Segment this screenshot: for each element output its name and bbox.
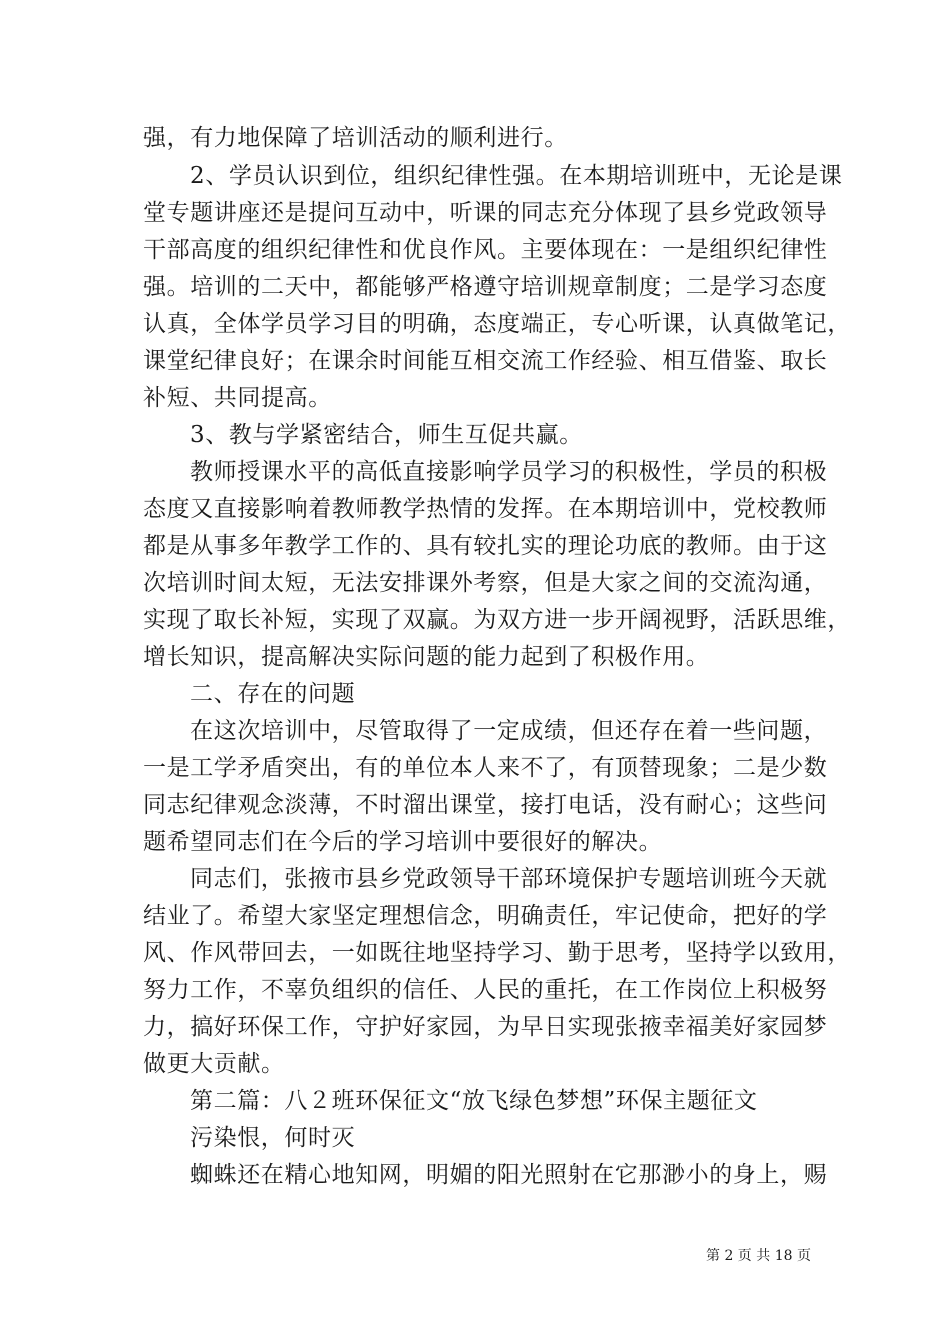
text-line: 同志们，张掖市县乡党政领导干部环境保护专题培训班今天就 <box>190 866 828 892</box>
text-line: 一是工学矛盾突出，有的单位本人来不了，有顶替现象；二是少数 <box>143 755 828 781</box>
text-line: 力，搞好环保工作，守护好家园，为早日实现张掖幸福美好家园梦 <box>143 1014 828 1040</box>
text-line: 努力工作，不辜负组织的信任、人民的重托，在工作岗位上积极努 <box>143 977 828 1003</box>
text-line: 风、作风带回去，一如既往地坚持学习、勤于思考，坚持学以致用， <box>143 940 851 966</box>
text-line: 态度又直接影响着教师教学热情的发挥。在本期培训中，党校教师 <box>143 496 828 522</box>
text-line: 做更大贡献。 <box>143 1051 285 1077</box>
section-heading: 二、存在的问题 <box>190 681 356 707</box>
text-line: 在这次培训中，尽管取得了一定成绩，但还存在着一些问题， <box>190 718 828 744</box>
text-line: 强。培训的二天中，都能够严格遵守培训规章制度；二是学习态度 <box>143 274 828 300</box>
text-line: 堂专题讲座还是提问互动中，听课的同志充分体现了县乡党政领导 <box>143 200 828 226</box>
text-line: 结业了。希望大家坚定理想信念，明确责任，牢记使命，把好的学 <box>143 903 828 929</box>
text-line: 蜘蛛还在精心地知网，明媚的阳光照射在它那渺小的身上，赐 <box>190 1162 828 1188</box>
text-line: 认真，全体学员学习目的明确，态度端正，专心听课，认真做笔记， <box>143 311 851 337</box>
essay-title: 污染恨，何时灭 <box>190 1125 356 1151</box>
text-line: 补短、共同提高。 <box>143 385 332 411</box>
text-line: 3、教与学紧密结合，师生互促共赢。 <box>190 422 583 448</box>
text-line: 都是从事多年教学工作的、具有较扎实的理论功底的教师。由于这 <box>143 533 828 559</box>
text-line: 课堂纪律良好；在课余时间能互相交流工作经验、相互借鉴、取长 <box>143 348 828 374</box>
text-line: 干部高度的组织纪律性和优良作风。主要体现在：一是组织纪律性 <box>143 237 828 263</box>
text-line: 2、学员认识到位，组织纪律性强。在本期培训班中，无论是课 <box>190 163 843 189</box>
text-line: 同志纪律观念淡薄，不时溜出课堂，接打电话，没有耐心；这些问 <box>143 792 828 818</box>
text-line: 实现了取长补短，实现了双赢。为双方进一步开阔视野，活跃思维， <box>143 607 851 633</box>
text-line: 次培训时间太短，无法安排课外考察，但是大家之间的交流沟通， <box>143 570 828 596</box>
text-line: 强，有力地保障了培训活动的顺利进行。 <box>143 125 568 151</box>
text-line: 教师授课水平的高低直接影响学员学习的积极性，学员的积极 <box>190 459 828 485</box>
page-number: 第 2 页 共 18 页 <box>706 1248 811 1264</box>
text-line: 题希望同志们在今后的学习培训中要很好的解决。 <box>143 829 663 855</box>
chapter-title: 第二篇：八２班环保征文“放飞绿色梦想”环保主题征文 <box>190 1088 758 1114</box>
text-line: 增长知识，提高解决实际问题的能力起到了积极作用。 <box>143 644 710 670</box>
